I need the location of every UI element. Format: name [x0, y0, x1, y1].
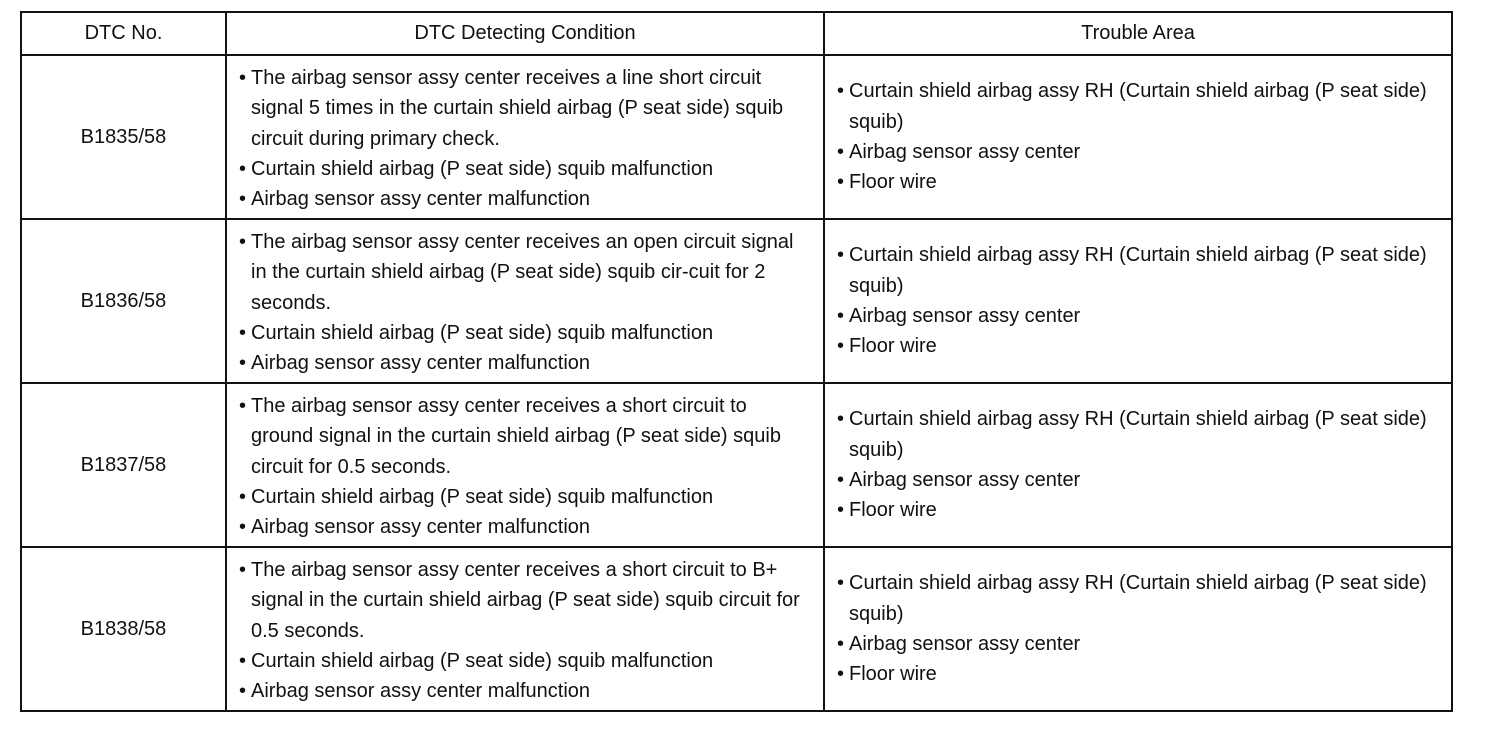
table-row: [21, 219, 1452, 383]
condition-item: • The airbag sensor assy center receives a short circuit to ground signal in the curtain shield airbag (P seat side) squib circuit for 0.5 seconds.: [239, 391, 813, 482]
trouble-area-item: • Curtain shield airbag assy RH (Curtain shield airbag (P seat side) squib): [837, 568, 1441, 629]
trouble-area-list: [825, 240, 1451, 361]
trouble-area-item: • Airbag sensor assy center: [837, 137, 1441, 167]
table-row: [21, 547, 1452, 711]
condition-item: • Curtain shield airbag (P seat side) squib malfunction: [239, 646, 813, 676]
trouble-area-item: • Floor wire: [837, 331, 1441, 361]
trouble-area-cell: [824, 547, 1452, 711]
dtc-code: B1838/58: [21, 547, 226, 711]
header-dtc-no: DTC No.: [21, 12, 226, 55]
trouble-area-cell: [824, 219, 1452, 383]
condition-item: • Airbag sensor assy center malfunction: [239, 348, 813, 378]
trouble-area-item: • Curtain shield airbag assy RH (Curtain shield airbag (P seat side) squib): [837, 404, 1441, 465]
trouble-area-cell: [824, 383, 1452, 547]
condition-item: • Airbag sensor assy center malfunction: [239, 512, 813, 542]
dtc-table: [20, 11, 1453, 712]
trouble-area-item: • Airbag sensor assy center: [837, 629, 1441, 659]
table-row: [21, 383, 1452, 547]
condition-cell: [226, 55, 824, 219]
table-header-row: [21, 12, 1452, 55]
trouble-area-list: [825, 568, 1451, 689]
condition-item: • The airbag sensor assy center receives a short circuit to B+ signal in the curtain shield airbag (P seat side) squib circuit for 0.5 seconds.: [239, 555, 813, 646]
trouble-area-list: [825, 76, 1451, 197]
trouble-area-item: • Curtain shield airbag assy RH (Curtain shield airbag (P seat side) squib): [837, 240, 1441, 301]
dtc-code: B1837/58: [21, 383, 226, 547]
condition-cell: [226, 219, 824, 383]
header-detecting-condition: DTC Detecting Condition: [226, 12, 824, 55]
trouble-area-item: • Floor wire: [837, 659, 1441, 689]
condition-list: [227, 220, 823, 378]
condition-item: • Airbag sensor assy center malfunction: [239, 676, 813, 706]
dtc-code: B1835/58: [21, 55, 226, 219]
condition-list: [227, 384, 823, 542]
trouble-area-item: • Floor wire: [837, 167, 1441, 197]
condition-item: • Curtain shield airbag (P seat side) squib malfunction: [239, 318, 813, 348]
trouble-area-cell: [824, 55, 1452, 219]
condition-cell: [226, 383, 824, 547]
trouble-area-item: • Floor wire: [837, 495, 1441, 525]
header-trouble-area: Trouble Area: [824, 12, 1452, 55]
condition-list: [227, 56, 823, 214]
condition-item: • Airbag sensor assy center malfunction: [239, 184, 813, 214]
dtc-code: B1836/58: [21, 219, 226, 383]
table-row: [21, 55, 1452, 219]
trouble-area-list: [825, 404, 1451, 525]
condition-list: [227, 548, 823, 706]
trouble-area-item: • Airbag sensor assy center: [837, 301, 1441, 331]
condition-cell: [226, 547, 824, 711]
trouble-area-item: • Curtain shield airbag assy RH (Curtain shield airbag (P seat side) squib): [837, 76, 1441, 137]
condition-item: • Curtain shield airbag (P seat side) squib malfunction: [239, 154, 813, 184]
trouble-area-item: • Airbag sensor assy center: [837, 465, 1441, 495]
condition-item: • Curtain shield airbag (P seat side) squib malfunction: [239, 482, 813, 512]
condition-item: • The airbag sensor assy center receives an open circuit signal in the curtain shield airbag (P seat side) squib cir-cuit for 2 seconds.: [239, 227, 813, 318]
condition-item: • The airbag sensor assy center receives a line short circuit signal 5 times in the curtain shield airbag (P seat side) squib circuit during primary check.: [239, 63, 813, 154]
